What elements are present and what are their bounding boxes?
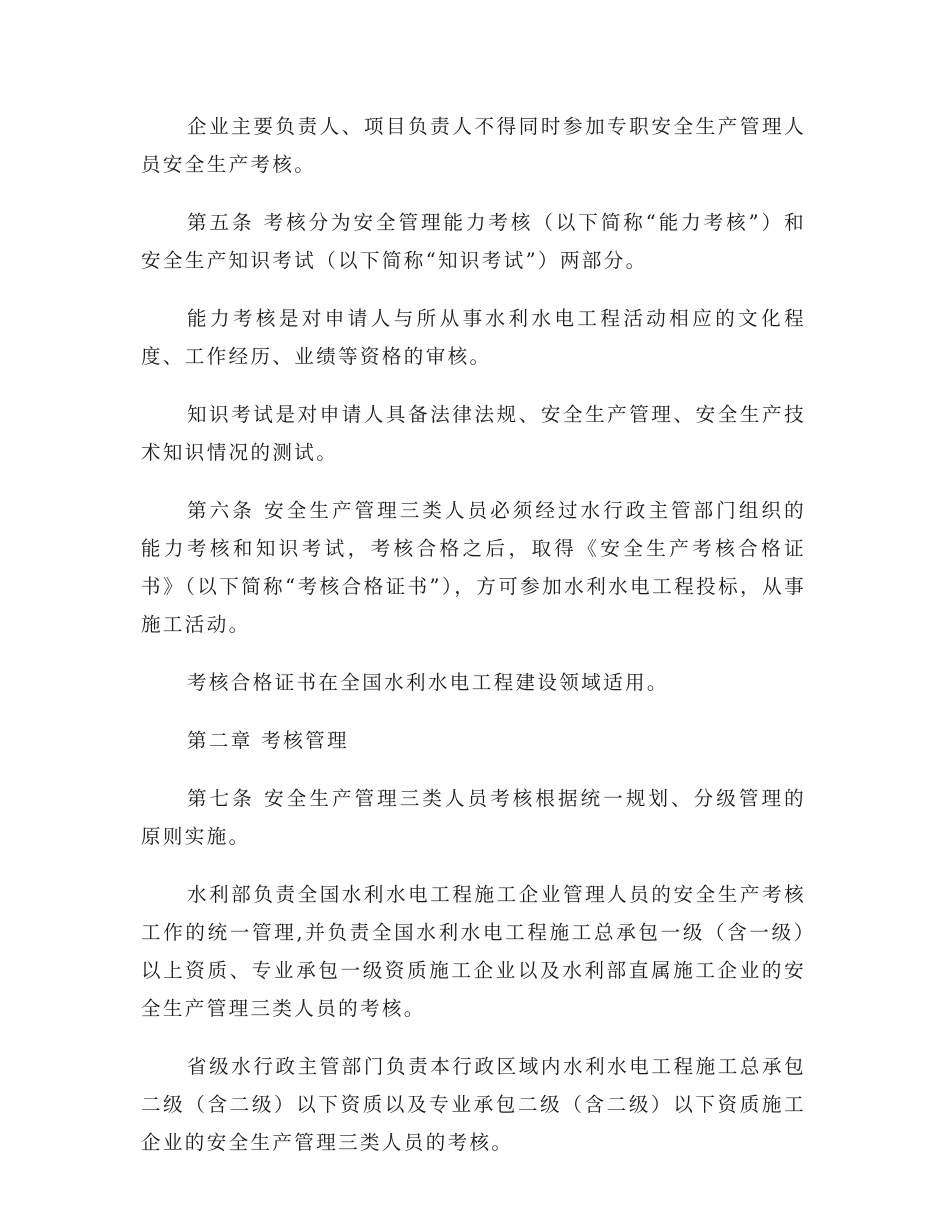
paragraph-provincial-duties: 省级水行政主管部门负责本行政区域内水利水电工程施工总承包二级（含二级）以下资质以及专业承包二级（含二级）以下资质施工企业的安全生产管理三类人员的考核。 (141, 1055, 806, 1154)
paragraph-responsible-persons: 企业主要负责人、项目负责人不得同时参加专职安全生产管理人员安全生产考核。 (141, 115, 806, 176)
paragraph-article-6: 第六条 安全生产管理三类人员必须经过水行政主管部门组织的能力考核和知识考试，考核合格之后，取得《安全生产考核合格证书》（以下简称“考核合格证书”），方可参加水利水电工程投标，从事施工活动。 (141, 499, 806, 636)
chapter-heading: 第二章 考核管理 (187, 729, 349, 752)
paragraph-ability-assessment: 能力考核是对申请人与所从事水利水电工程活动相应的文化程度、工作经历、业绩等资格的审核。 (141, 307, 806, 368)
paragraph-certificate-scope: 考核合格证书在全国水利水电工程建设领域适用。 (187, 671, 669, 694)
paragraph-ministry-duties: 水利部负责全国水利水电工程施工企业管理人员的安全生产考核工作的统一管理,并负责全国水利水电工程施工总承包一级（含一级）以上资质、专业承包一级资质施工企业以及水利部直属施工企业的安全生产管理三类人员的考核。 (141, 883, 806, 1020)
document-body (141, 108, 806, 1182)
paragraph-knowledge-exam: 知识考试是对申请人具备法律法规、安全生产管理、安全生产技术知识情况的测试。 (141, 403, 806, 464)
paragraph-article-5: 第五条 考核分为安全管理能力考核（以下简称“能力考核”）和安全生产知识考试（以下简称“知识考试”）两部分。 (141, 211, 806, 272)
paragraph-article-7: 第七条 安全生产管理三类人员考核根据统一规划、分级管理的原则实施。 (141, 787, 806, 848)
